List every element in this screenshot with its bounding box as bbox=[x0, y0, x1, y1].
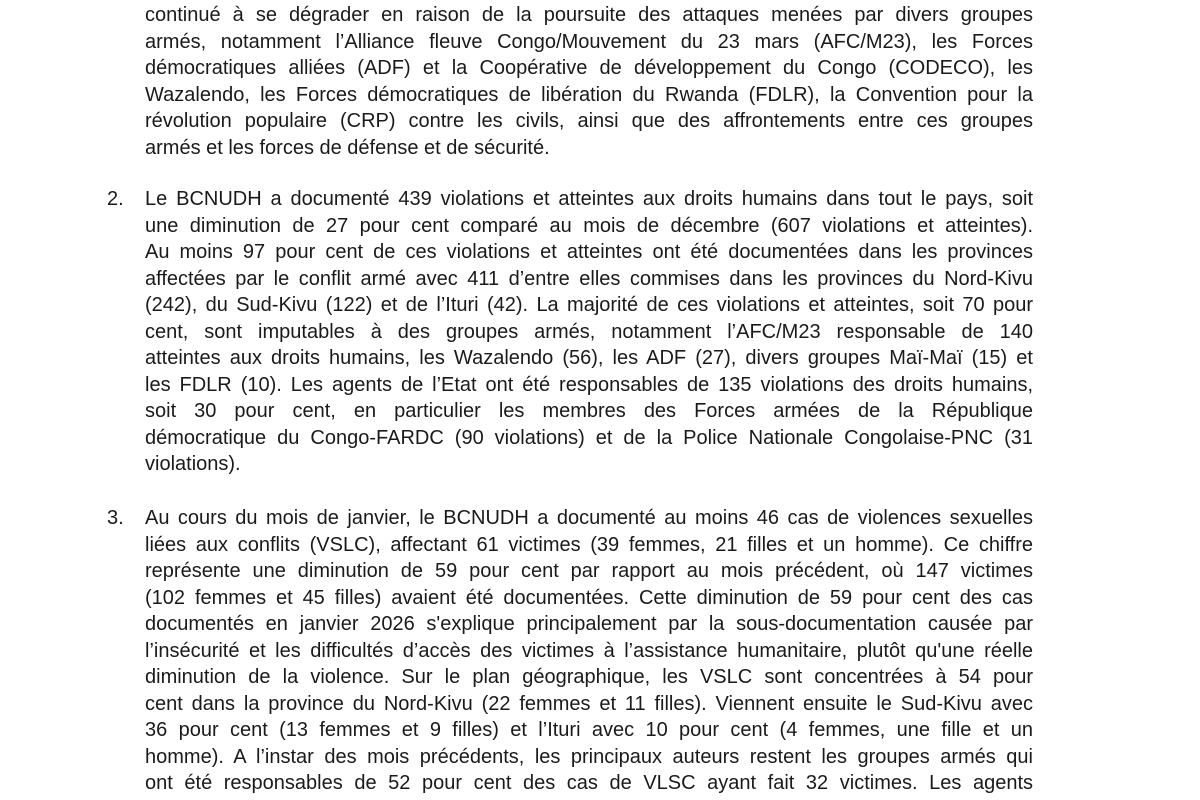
text-line: continué à se dégrader en raison de la poursuite des attaques menées par divers groupes bbox=[145, 4, 1033, 26]
text-line: cent, sont imputables à des groupes armés, notamment l’AFC/M23 responsable de 140 bbox=[145, 320, 1033, 343]
paragraph-number: 3. bbox=[107, 507, 124, 529]
paragraph-2 bbox=[145, 186, 1033, 478]
text-line: armés et les forces de défense et de sécurité. bbox=[145, 136, 550, 159]
paragraph-1-continuation bbox=[145, 2, 1033, 161]
text-line: liées aux conflits (VSLC), affectant 61 victimes (39 femmes, 21 filles et un homme). Ce chiffre bbox=[145, 533, 1033, 556]
paragraph-number: 2. bbox=[107, 188, 124, 210]
text-line: documentés en janvier 2026 s'explique principalement par la sous-documentation causée par bbox=[145, 613, 1033, 636]
text-line: atteintes aux droits humains, les Wazalendo (56), les ADF (27), divers groupes Maï-Maï (15) et bbox=[145, 347, 1033, 370]
text-line: révolution populaire (CRP) contre les civils, ainsi que des affrontements entre ces groupes bbox=[145, 110, 1033, 133]
text-line: ont été responsables de 52 pour cent des cas de VLSC ayant fait 32 victimes. Les agents bbox=[145, 772, 1033, 795]
text-line: (102 femmes et 45 filles) avaient été documentées. Cette diminution de 59 pour cent des cas bbox=[145, 586, 1033, 609]
text-line: soit 30 pour cent, en particulier les membres des Forces armées de la République bbox=[145, 400, 1033, 423]
text-line: (242), du Sud-Kivu (122) et de l’Ituri (42). La majorité de ces violations et atteintes, soit 70 pour bbox=[145, 294, 1033, 317]
text-line: homme). A l’instar des mois précédents, les principaux auteurs restent les groupes armés qui bbox=[145, 745, 1033, 768]
text-line: démocratiques alliées (ADF) et la Coopérative de développement du Congo (CODECO), les bbox=[145, 57, 1033, 80]
text-line: affectées par le conflit armé avec 411 d’entre elles commises dans les provinces du Nord-Kivu bbox=[145, 267, 1033, 290]
text-line: diminution de la violence. Sur le plan géographique, les VSLC sont concentrées à 54 pour bbox=[145, 666, 1033, 689]
text-line: Au moins 97 pour cent de ces violations et atteintes ont été documentées dans les provinces bbox=[145, 241, 1033, 264]
text-line: les FDLR (10). Les agents de l’Etat ont été responsables de 135 violations des droits humains, bbox=[145, 373, 1033, 396]
text-line: Le BCNUDH a documenté 439 violations et atteintes aux droits humains dans tout le pays, soit bbox=[145, 188, 1033, 210]
text-line: armés, notamment l’Alliance fleuve Congo/Mouvement du 23 mars (AFC/M23), les Forces bbox=[145, 30, 1033, 53]
text-line: violations). bbox=[145, 453, 241, 476]
text-line: cent dans la province du Nord-Kivu (22 femmes et 11 filles). Viennent ensuite le Sud-Kivu avec bbox=[145, 692, 1033, 715]
text-line: l’insécurité et les difficultés d’accès des victimes à l’assistance humanitaire, plutôt qu'une réelle bbox=[145, 639, 1033, 662]
text-line: représente une diminution de 59 pour cent par rapport au mois précédent, où 147 victimes bbox=[145, 560, 1033, 583]
text-line: 36 pour cent (13 femmes et 9 filles) et l’Ituri avec 10 pour cent (4 femmes, une fille et un bbox=[145, 719, 1033, 742]
text-line: Wazalendo, les Forces démocratiques de libération du Rwanda (FDLR), la Convention pour la bbox=[145, 83, 1033, 106]
paragraph-3 bbox=[145, 505, 1033, 797]
text-line: Au cours du mois de janvier, le BCNUDH a documenté au moins 46 cas de violences sexuelles bbox=[145, 507, 1033, 529]
text-line: démocratique du Congo-FARDC (90 violations) et de la Police Nationale Congolaise-PNC (31 bbox=[145, 426, 1033, 449]
text-line: une diminution de 27 pour cent comparé au mois de décembre (607 violations et atteintes). bbox=[145, 214, 1033, 237]
